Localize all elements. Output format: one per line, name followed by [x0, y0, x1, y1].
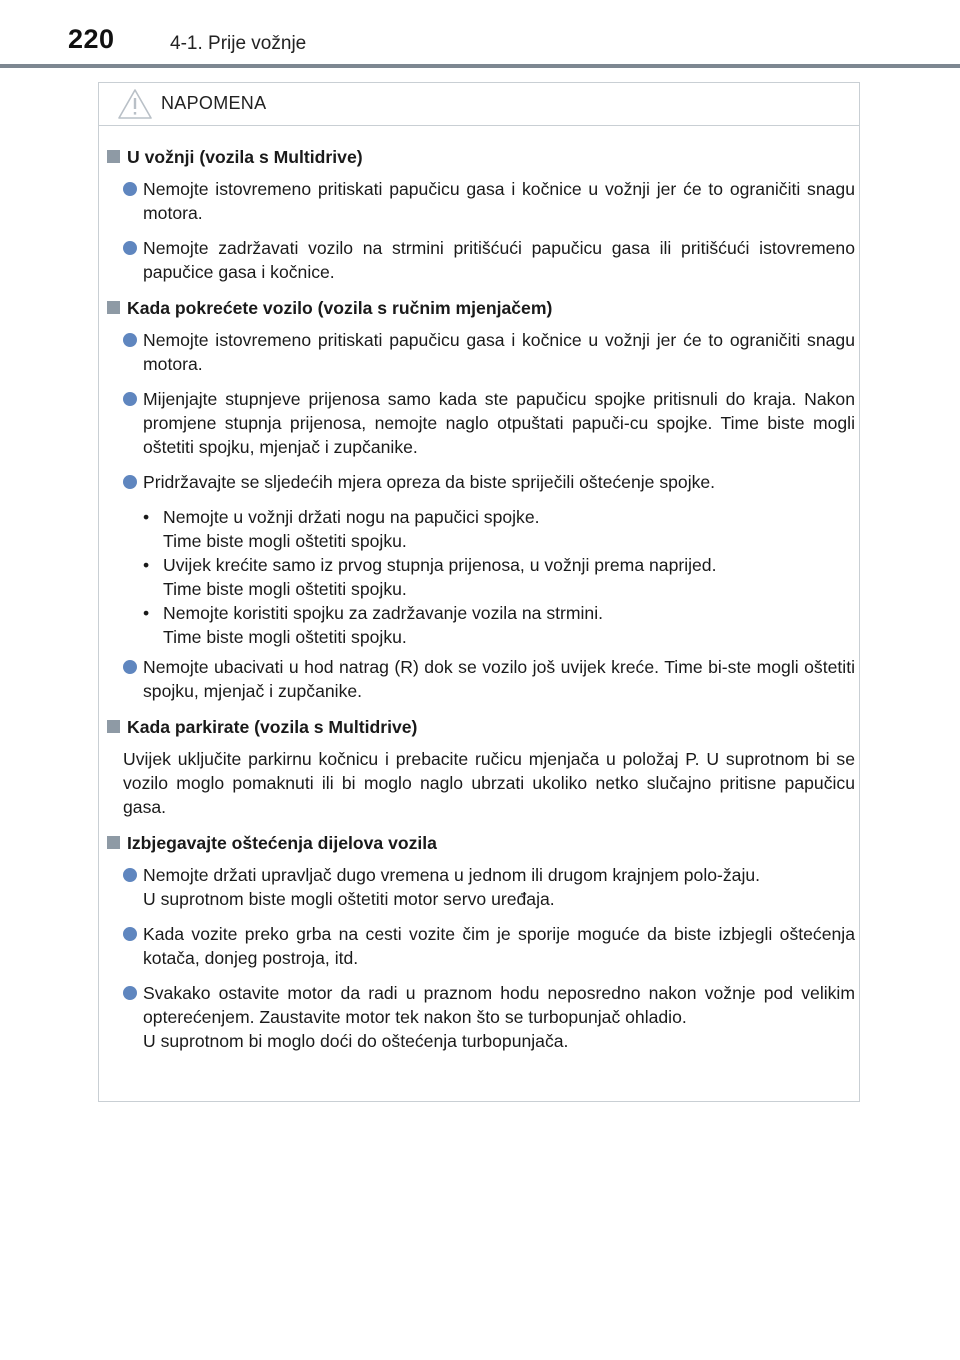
- section-heading: Izbjegavajte oštećenja dijelova vozila: [107, 831, 855, 855]
- bullet-item: Nemojte istovremeno pritiskati papučicu gasa i kočnice u vožnji jer će to ograničiti snagu motora.: [107, 177, 855, 225]
- paragraph: Uvijek uključite parkirnu kočnicu i prebacite ručicu mjenjača u položaj P. U suprotnom bi se vozilo moglo pomaknuti ili bi moglo naglo ubrzati ukoliko netko slučajno pritisne papučicu gasa.: [123, 749, 855, 817]
- square-bullet-icon: [107, 301, 120, 314]
- section-heading: Kada pokrećete vozilo (vozila s ručnim mjenjačem): [107, 296, 855, 320]
- page-header: [60, 22, 940, 62]
- bullet-item: Nemojte ubacivati u hod natrag (R) dok se vozilo još uvijek kreće. Time bi-ste mogli oštetiti spojku, mjenjač i zupčanike.: [107, 655, 855, 703]
- bullet-item: Mijenjajte stupnjeve prijenosa samo kada ste papučicu spojke pritisnuli do kraja. Nakon promjene stupnja prijenosa, nemojte naglo otpuštati papuči-cu spojke. Time biste mogli oštetiti spojku, mjenjač i zupčanike.: [107, 387, 855, 459]
- sub-list-item: • Nemojte koristiti spojku za zadržavanje vozila na strmini. Time biste mogli oštetiti spojku.: [143, 603, 604, 647]
- notice-box: [98, 82, 860, 1102]
- sub-list-item: • Uvijek krećite samo iz prvog stupnja prijenosa, u vožnji prema naprijed. Time biste mogli oštetiti spojku.: [143, 555, 717, 599]
- round-bullet-icon: [123, 182, 137, 196]
- bullet-item: Pridržavajte se sljedećih mjera opreza da biste spriječili oštećenje spojke.: [107, 470, 855, 494]
- bullet-item: Nemojte zadržavati vozilo na strmini pritišćući papučicu gasa ili pritišćući istovremeno papučice gasa i kočnice.: [107, 236, 855, 284]
- bullet-item: Svakako ostavite motor da radi u praznom hodu neposredno nakon vožnje pod velikim opterećenjem. Zaustavite motor tek nakon što se turbopunjač ohladio. U suprotnom bi moglo doći do oštećenja turbopunjača.: [107, 981, 855, 1053]
- section-heading: U vožnji (vozila s Multidrive): [107, 145, 855, 169]
- page-number: 220: [68, 24, 115, 54]
- round-bullet-icon: [123, 927, 137, 941]
- bullet-item: Nemojte držati upravljač dugo vremena u jednom ili drugom krajnjem polo-žaju. U suprotnom biste mogli oštetiti motor servo uređaja.: [107, 863, 855, 911]
- section-title: 4-1. Prije vožnje: [170, 33, 307, 54]
- notice-title: NAPOMENA: [161, 93, 267, 113]
- square-bullet-icon: [107, 720, 120, 733]
- round-bullet-icon: [123, 333, 137, 347]
- sub-list: [107, 505, 855, 649]
- notice-body: [107, 145, 855, 1064]
- square-bullet-icon: [107, 150, 120, 163]
- warning-triangle-icon: [117, 87, 153, 121]
- round-bullet-icon: [123, 392, 137, 406]
- bullet-item: Kada vozite preko grba na cesti vozite čim je sporije moguće da biste izbjegli oštećenja kotača, donjeg postroja, itd.: [107, 922, 855, 970]
- section-heading: Kada parkirate (vozila s Multidrive): [107, 715, 855, 739]
- round-bullet-icon: [123, 660, 137, 674]
- header-rule: [0, 64, 960, 68]
- bullet-item: Nemojte istovremeno pritiskati papučicu gasa i kočnice u vožnji jer će to ograničiti snagu motora.: [107, 328, 855, 376]
- sub-list-item: • Nemojte u vožnji držati nogu na papučici spojke. Time biste mogli oštetiti spojku.: [143, 507, 540, 551]
- round-bullet-icon: [123, 475, 137, 489]
- round-bullet-icon: [123, 241, 137, 255]
- round-bullet-icon: [123, 986, 137, 1000]
- round-bullet-icon: [123, 868, 137, 882]
- notice-header: [99, 83, 859, 126]
- square-bullet-icon: [107, 836, 120, 849]
